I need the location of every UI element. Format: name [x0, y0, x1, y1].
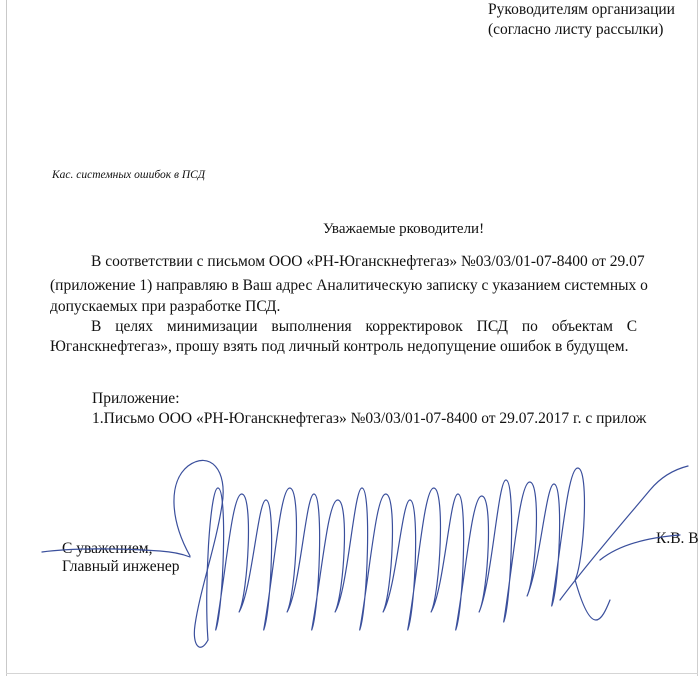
- paragraph-2-line-1: В целях минимизации выполнения корректировок ПСД по объектам С: [91, 318, 638, 335]
- letter-greeting: Уважаемые рководители!: [323, 221, 485, 237]
- signoff-regards: С уважением,: [62, 540, 153, 557]
- paragraph-1-line-2: (приложение 1) направляю в Ваш адрес Аналитическую записку с указанием системных о: [50, 277, 648, 294]
- recipients-line-1: Руководителям организации: [488, 1, 675, 18]
- recipients-line-2: (согласно листу рассылки): [488, 21, 664, 38]
- page-left-edge: [6, 0, 7, 676]
- signoff-position: Главный инженер: [62, 558, 180, 575]
- paragraph-1-line-3: допускаемых при разработке ПСД.: [50, 298, 281, 315]
- paragraph-2-line-2: Юганскнефтегаз», прошу взять под личный контроль недопущение ошибок в будущем.: [50, 338, 629, 355]
- recipients-block: [488, 1, 675, 41]
- page-right-edge: [697, 0, 698, 676]
- page-bottom-edge: [6, 673, 698, 674]
- letter-subject: Кас. системных ошибок в ПСД: [52, 169, 206, 181]
- paragraph-1-line-1: В соответствии с письмом ООО «РН-Юганскнефтегаз» №03/03/01-07-8400 от 29.07: [91, 253, 645, 270]
- attachments-label: Приложение:: [92, 390, 180, 407]
- attachment-item-1: 1.Письмо ООО «РН-Юганскнефтегаз» №03/03/01-07-8400 от 29.07.2017 г. с прилож: [92, 410, 647, 427]
- signoff-initials: К.В. В: [656, 530, 699, 547]
